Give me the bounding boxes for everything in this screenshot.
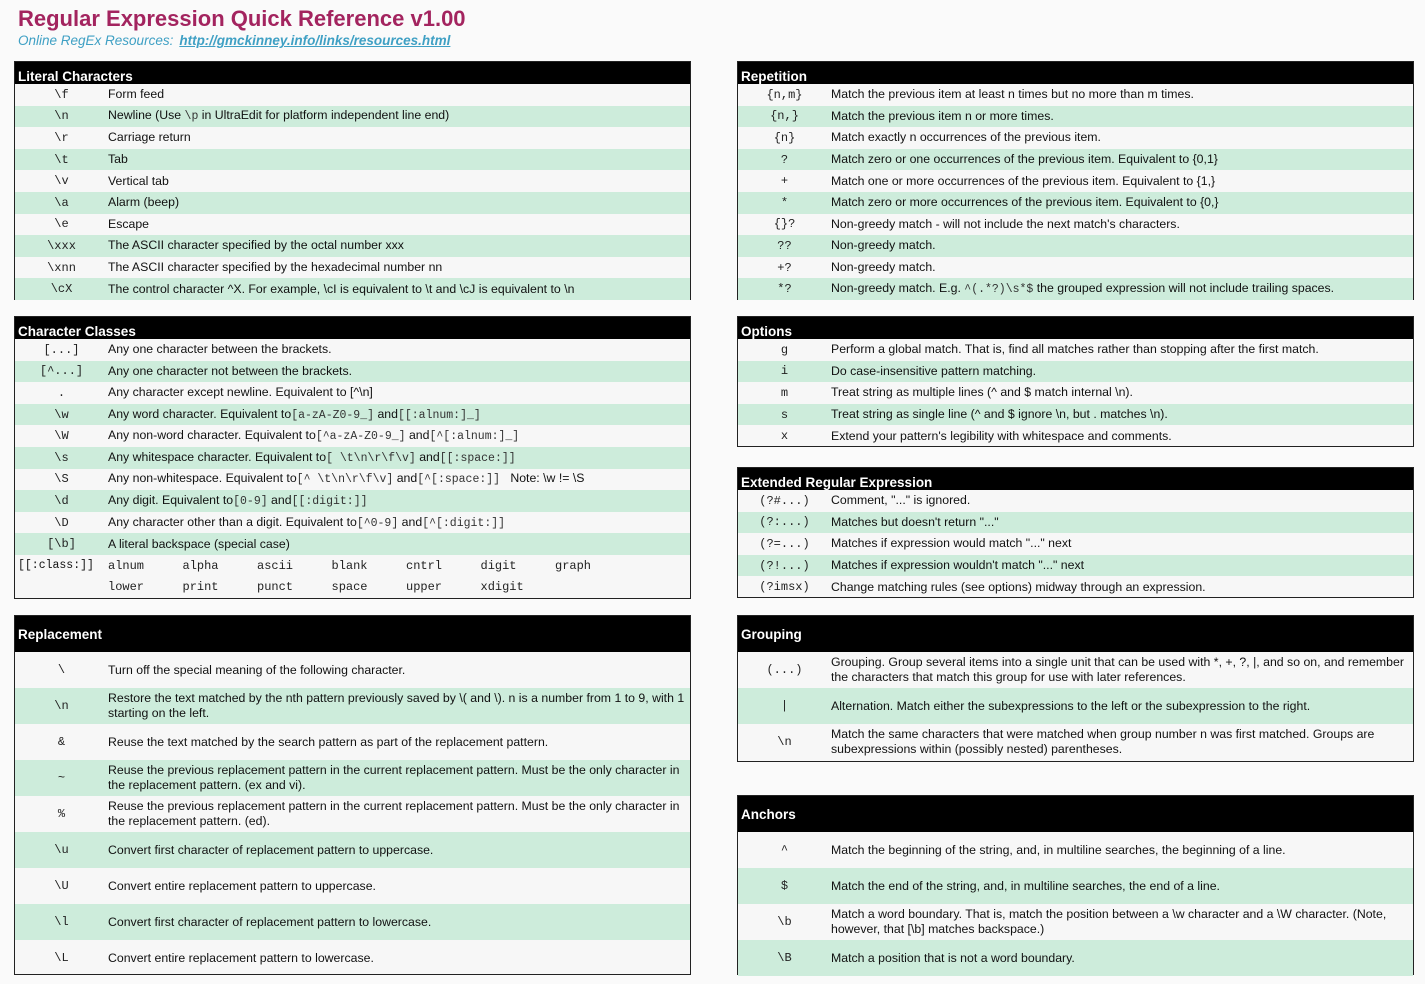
panel-header: Literal Characters	[15, 62, 690, 84]
table-row	[738, 149, 1413, 171]
code: \t	[54, 152, 69, 167]
table-row	[738, 425, 1413, 447]
code: &	[57, 735, 66, 749]
table-row	[15, 404, 690, 426]
description-text: the grouped expression will not include trailing spaces.	[1036, 281, 1335, 296]
code: \a	[54, 195, 69, 210]
description: Alarm (beep)	[108, 195, 180, 210]
code: \r	[54, 130, 69, 145]
description: Match one or more occurrences of the previous item. Equivalent to {1,}	[831, 173, 1216, 188]
description-text: and	[271, 492, 292, 507]
posix-class: upper	[406, 580, 443, 595]
code: *	[780, 195, 789, 210]
table-row	[738, 832, 1413, 868]
table-row	[15, 469, 690, 491]
description: Change matching rules (see options) midway through an expression.	[831, 579, 1206, 594]
posix-class: blank	[331, 558, 368, 573]
code: \n	[54, 699, 69, 713]
description: Treat string as multiple lines (^ and $ match internal \n).	[831, 385, 1133, 400]
table-row	[15, 214, 690, 236]
table-row	[738, 382, 1413, 404]
description: Match the previous item n or more times.	[831, 108, 1054, 123]
description: Convert entire replacement pattern to lowercase.	[108, 950, 374, 965]
code: {n}	[773, 130, 796, 145]
table-row	[15, 533, 690, 555]
code: \xnn	[47, 260, 76, 275]
table-row	[15, 724, 690, 760]
table-row	[738, 904, 1413, 940]
code: \l	[54, 915, 69, 929]
code: \n	[54, 109, 69, 124]
description: Perform a global match. That is, find all matches rather than stopping after the first match.	[831, 342, 1319, 357]
grouping-panel	[737, 615, 1414, 762]
code: {n,m}	[766, 87, 803, 102]
description: Comment, "..." is ignored.	[831, 493, 971, 508]
extended-regex-panel	[737, 467, 1414, 598]
code: \e	[54, 217, 69, 232]
panel-header: Character Classes	[15, 317, 690, 339]
posix-class: lower	[108, 580, 145, 595]
description: Grouping. Group several items into a single unit that can be used with *, +, ?, |, and so on, and remember the characters that match this group for use with later references.	[831, 655, 1404, 684]
code: \W	[54, 429, 69, 444]
code: \D	[54, 515, 69, 530]
description	[108, 471, 690, 487]
code: \L	[54, 951, 69, 965]
description: Match exactly n occurrences of the previous item.	[831, 130, 1101, 145]
description: Match the beginning of the string, and, in multiline searches, the beginning of a line.	[831, 842, 1286, 857]
table-row	[738, 533, 1413, 555]
code: x	[780, 429, 789, 444]
table-row	[738, 868, 1413, 904]
code: [...]	[43, 342, 80, 357]
description: Non-greedy match.	[831, 260, 936, 275]
posix-class: xdigit	[480, 580, 524, 595]
inline-code: [a-zA-Z0-9_]	[291, 408, 375, 422]
table-row	[15, 235, 690, 257]
table-row	[15, 84, 690, 106]
description: Match the previous item at least n times but no more than m times.	[831, 87, 1194, 102]
table-row	[738, 555, 1413, 577]
posix-class: ascii	[257, 558, 294, 573]
table-row	[15, 127, 690, 149]
note-text: Note: \w != \S	[510, 471, 585, 486]
description: Extend your pattern's legibility with whitespace and comments.	[831, 428, 1172, 443]
code: ~	[57, 771, 66, 785]
anchors-panel	[737, 795, 1414, 975]
replacement-panel	[14, 615, 691, 975]
code: (?!...)	[759, 558, 810, 573]
description-text: Any word character. Equivalent to	[108, 406, 292, 421]
inline-code: [^ \t\n\r\f\v]	[296, 473, 394, 487]
table-row	[738, 106, 1413, 128]
table-row	[15, 832, 690, 868]
code: s	[780, 407, 789, 422]
inline-code: [0-9]	[233, 494, 268, 508]
table-row	[15, 149, 690, 171]
table-row	[738, 940, 1413, 976]
options-panel	[737, 316, 1414, 447]
description: Form feed	[108, 87, 165, 102]
code: \B	[777, 951, 792, 965]
description: Any character except newline. Equivalent to [^\n]	[108, 385, 373, 400]
panel-header: Grouping	[738, 616, 1413, 652]
description: The ASCII character specified by the hexadecimal number nn	[108, 260, 443, 275]
posix-class: alnum	[108, 558, 145, 573]
panel-header: Replacement	[15, 616, 690, 652]
table-row	[738, 576, 1413, 598]
code: +?	[777, 260, 792, 275]
table-row	[15, 760, 690, 796]
description: Matches if expression wouldn't match "..." next	[831, 558, 1085, 573]
code: (?imsx)	[759, 580, 810, 595]
description-text: Non-greedy match. E.g.	[831, 281, 961, 296]
code: [\b]	[47, 537, 76, 552]
code: $	[780, 879, 789, 893]
code: {n,}	[770, 109, 799, 124]
table-row	[15, 940, 690, 976]
subtitle	[18, 33, 450, 48]
description: Any one character not between the brackets.	[108, 363, 353, 378]
description-text: in UltraEdit for platform independent line end)	[201, 108, 450, 123]
description: Do case-insensitive pattern matching.	[831, 363, 1037, 378]
resources-link[interactable]: http://gmckinney.info/links/resources.html	[179, 33, 451, 48]
table-row	[15, 192, 690, 214]
subtitle-label: Online RegEx Resources:	[18, 33, 174, 48]
description: Matches but doesn't return "..."	[831, 514, 999, 529]
table-row	[15, 904, 690, 940]
description	[108, 450, 690, 466]
code: \n	[777, 735, 792, 749]
description: The ASCII character specified by the octal number xxx	[108, 238, 404, 253]
description-text: and	[377, 406, 398, 421]
code: ?	[780, 152, 789, 167]
character-classes-panel	[14, 316, 691, 599]
page-title: Regular Expression Quick Reference v1.00	[18, 6, 466, 31]
description: Restore the text matched by the nth pattern previously saved by \( and \). n is a number from 1 to 9, with 1 starting on the left.	[108, 691, 685, 720]
table-row	[15, 257, 690, 279]
code: \U	[54, 879, 69, 893]
inline-code: [^0-9]	[356, 516, 399, 530]
literal-characters-panel	[14, 61, 691, 300]
code: \cX	[50, 282, 73, 297]
description-text: Any non-word character. Equivalent to	[108, 428, 316, 443]
description: Reuse the previous replacement pattern in the current replacement pattern. Must be the only character in the replacement pattern. (ex and vi).	[108, 763, 680, 792]
description: Match zero or one occurrences of the previous item. Equivalent to {0,1}	[831, 152, 1218, 167]
table-row	[15, 278, 690, 300]
description: A literal backspace (special case)	[108, 536, 290, 551]
description: Escape	[108, 216, 150, 231]
description: Carriage return	[108, 130, 191, 145]
description-text: Any whitespace character. Equivalent to	[108, 449, 327, 464]
table-row	[738, 652, 1413, 688]
code: %	[57, 807, 66, 821]
inline-code: \p	[184, 110, 199, 124]
description: Convert entire replacement pattern to uppercase.	[108, 878, 376, 893]
inline-code: [[:digit:]]	[291, 494, 368, 508]
code: (?#...)	[759, 493, 810, 508]
table-row	[738, 257, 1413, 279]
table-row	[15, 382, 690, 404]
description: Convert first character of replacement pattern to uppercase.	[108, 842, 434, 857]
code: (...)	[766, 663, 803, 677]
table-row	[738, 339, 1413, 361]
inline-code: [ \t\n\r\f\v]	[326, 451, 416, 465]
code: \w	[54, 407, 69, 422]
table-row	[738, 235, 1413, 257]
description: Reuse the text matched by the search pattern as part of the replacement pattern.	[108, 734, 549, 749]
table-row	[738, 84, 1413, 106]
table-row	[738, 490, 1413, 512]
posix-class: cntrl	[406, 558, 443, 573]
posix-class: alpha	[182, 558, 219, 573]
code: (?:...)	[759, 515, 810, 530]
code: \s	[54, 450, 69, 465]
posix-classes-row	[15, 555, 690, 577]
description: Matches if expression would match "..." next	[831, 536, 1072, 551]
description	[108, 428, 690, 444]
code: \b	[777, 915, 792, 929]
inline-code: [^[:space:]]	[417, 473, 501, 487]
description: Match the end of the string, and, in multiline searches, the end of a line.	[831, 878, 1220, 893]
code: \d	[54, 493, 69, 508]
table-row	[15, 170, 690, 192]
description: Match zero or more occurrences of the previous item. Equivalent to {0,}	[831, 195, 1219, 210]
description	[108, 108, 690, 124]
panel-header: Options	[738, 317, 1413, 339]
description	[831, 281, 1413, 297]
description-text: and	[419, 449, 440, 464]
table-row	[738, 278, 1413, 300]
table-row	[15, 106, 690, 128]
inline-code: [^[:alnum:]_]	[429, 430, 520, 444]
posix-class: punct	[257, 580, 294, 595]
table-row	[15, 425, 690, 447]
description-text: Newline (Use	[108, 108, 182, 123]
description-text: Any character other than a digit. Equivalent to	[108, 514, 357, 529]
description: Treat string as single line (^ and $ ignore \n, but . matches \n).	[831, 407, 1168, 422]
code: \xxx	[47, 238, 76, 253]
code: m	[780, 385, 789, 400]
inline-code: ^(.*?)\s*$	[964, 283, 1034, 297]
inline-code: [[:alnum:]_]	[397, 408, 481, 422]
posix-classes-row	[15, 577, 690, 599]
table-row	[738, 170, 1413, 192]
table-row	[15, 796, 690, 832]
code: (?=...)	[759, 536, 810, 551]
description	[108, 515, 690, 531]
description: Turn off the special meaning of the following character.	[108, 662, 406, 677]
table-row	[15, 868, 690, 904]
code: ??	[777, 238, 792, 253]
table-row	[15, 512, 690, 534]
description: Alternation. Match either the subexpressions to the left or the subexpression to the right.	[831, 698, 1311, 713]
inline-code: [^[:digit:]]	[422, 516, 506, 530]
description-text: Any digit. Equivalent to	[108, 492, 234, 507]
inline-code: [[:space:]]	[439, 451, 516, 465]
code: \S	[54, 472, 69, 487]
description: Match the same characters that were matched when group number n was first matched. Groups are subexpressions within (possibly nested) parentheses.	[831, 727, 1375, 756]
code: i	[780, 364, 789, 379]
description-text: and	[401, 514, 423, 529]
table-row	[738, 192, 1413, 214]
table-row	[15, 652, 690, 688]
posix-class: digit	[480, 558, 517, 573]
description-text: and	[396, 471, 418, 486]
code: *?	[777, 282, 792, 297]
code: ^	[780, 843, 789, 857]
table-row	[15, 361, 690, 383]
table-row	[738, 512, 1413, 534]
description: Any one character between the brackets.	[108, 342, 332, 357]
code: [^...]	[39, 364, 84, 379]
code: {}?	[773, 217, 796, 232]
panel-header: Repetition	[738, 62, 1413, 84]
table-row	[15, 339, 690, 361]
description: The control character ^X. For example, \cI is equivalent to \t and \cJ is equivalent to \n	[108, 281, 575, 296]
posix-class: print	[182, 580, 219, 595]
code: g	[780, 342, 789, 357]
table-row	[738, 127, 1413, 149]
code: |	[780, 699, 789, 713]
code: \u	[54, 843, 69, 857]
description: Reuse the previous replacement pattern in the current replacement pattern. Must be the only character in the replacement pattern. (ed).	[108, 799, 680, 828]
description: Non-greedy match.	[831, 238, 936, 253]
posix-class: graph	[555, 558, 592, 573]
table-row	[738, 688, 1413, 724]
table-row	[738, 361, 1413, 383]
table-row	[738, 214, 1413, 236]
inline-code: [^a-zA-Z0-9_]	[315, 430, 406, 444]
code: .	[57, 385, 66, 400]
panel-header: Anchors	[738, 796, 1413, 832]
description: Vertical tab	[108, 173, 169, 188]
description: Tab	[108, 152, 128, 167]
table-row	[738, 404, 1413, 426]
posix-class-label: [[:class:]]	[18, 559, 94, 573]
description: Non-greedy match - will not include the next match's characters.	[831, 216, 1180, 231]
description-text: Any non-whitespace. Equivalent to	[108, 471, 297, 486]
description	[108, 493, 690, 509]
code: \	[57, 663, 66, 677]
description: Convert first character of replacement pattern to lowercase.	[108, 914, 432, 929]
description	[108, 407, 690, 423]
table-row	[15, 447, 690, 469]
description: Match a position that is not a word boundary.	[831, 950, 1075, 965]
posix-class: space	[331, 580, 368, 595]
table-row	[15, 688, 690, 724]
table-row	[15, 490, 690, 512]
description-text: and	[408, 428, 430, 443]
description: Match a word boundary. That is, match the position between a \w character and a \W character. (Note, however, that [\b] matches backspace.)	[831, 907, 1387, 936]
repetition-panel	[737, 61, 1414, 300]
table-row	[738, 724, 1413, 760]
code: \v	[54, 174, 69, 189]
code: +	[780, 174, 789, 189]
code: \f	[54, 87, 69, 102]
panel-header: Extended Regular Expression	[738, 468, 1413, 490]
